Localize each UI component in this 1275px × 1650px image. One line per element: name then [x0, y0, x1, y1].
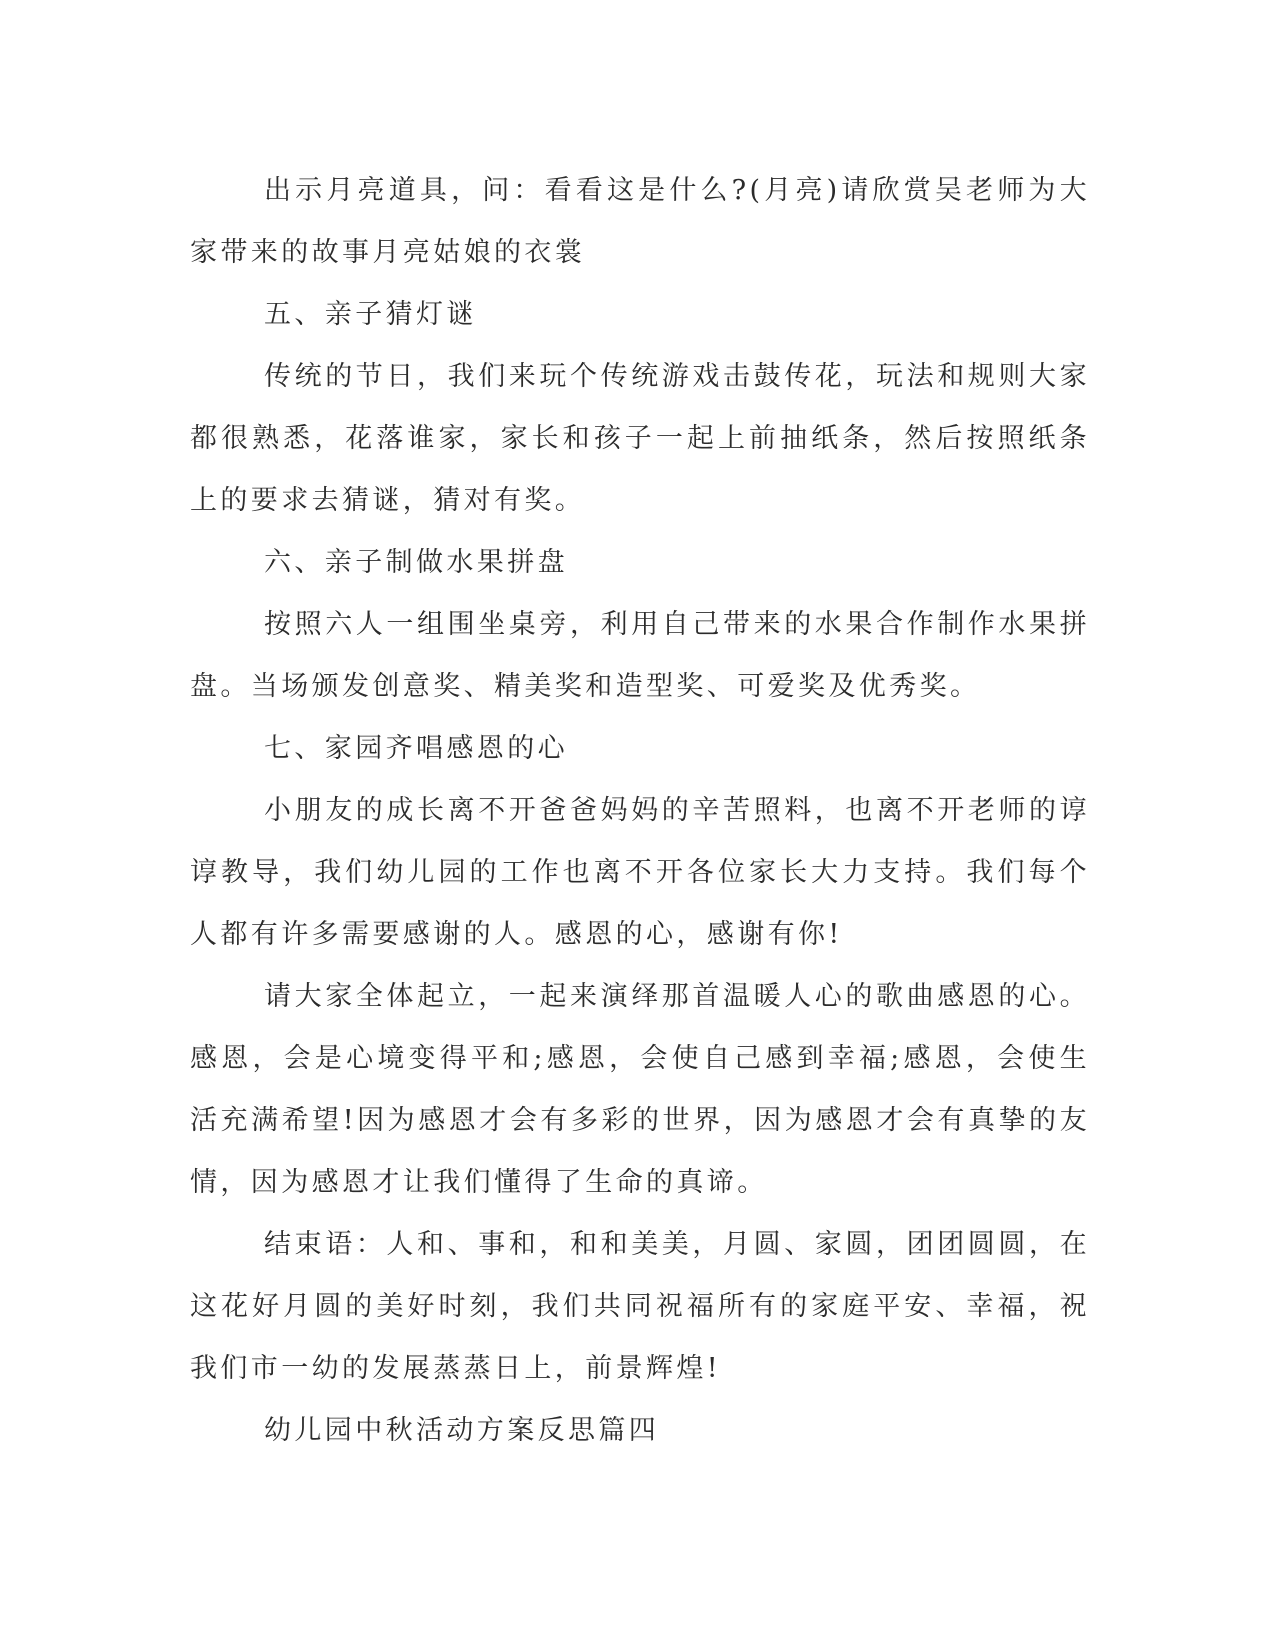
paragraph-sing-together: 请大家全体起立，一起来演绎那首温暖人心的歌曲感恩的心。感恩，会是心境变得平和;感恩，会使自己感到幸福;感恩，会使生活充满希望!因为感恩才会有多彩的世界，因为感恩才会有真挚的友情，因为感恩才让我们懂得了生命的真谛。 [190, 981, 1090, 1198]
section-heading-part-four: 幼儿园中秋活动方案反思篇四 [264, 1415, 660, 1446]
paragraph-fruit-platter: 按照六人一组围坐桌旁，利用自己带来的水果合作制作水果拼盘。当场颁发创意奖、精美奖和造型奖、可爱奖及优秀奖。 [190, 609, 1090, 702]
paragraph-riddles: 传统的节日，我们来玩个传统游戏击鼓传花，玩法和规则大家都很熟悉，花落谁家，家长和孩子一起上前抽纸条，然后按照纸条上的要求去猜谜，猜对有奖。 [190, 361, 1090, 516]
document-body [190, 160, 1090, 1462]
paragraph-gratitude: 小朋友的成长离不开爸爸妈妈的辛苦照料，也离不开老师的谆谆教导，我们幼儿园的工作也离不开各位家长大力支持。我们每个人都有许多需要感谢的人。感恩的心，感谢有你! [190, 795, 1090, 950]
section-heading-fruit-platter: 六、亲子制做水果拼盘 [264, 547, 568, 578]
section-heading-grateful-heart: 七、家园齐唱感恩的心 [264, 733, 568, 764]
paragraph-closing-remarks: 结束语：人和、事和，和和美美，月圆、家圆，团团圆圆，在这花好月圆的美好时刻，我们共同祝福所有的家庭平安、幸福，祝我们市一幼的发展蒸蒸日上，前景辉煌! [190, 1229, 1090, 1384]
section-heading-riddles: 五、亲子猜灯谜 [264, 299, 477, 330]
paragraph-moon-story: 出示月亮道具，问：看看这是什么?(月亮)请欣赏吴老师为大家带来的故事月亮姑娘的衣裳 [190, 175, 1090, 268]
